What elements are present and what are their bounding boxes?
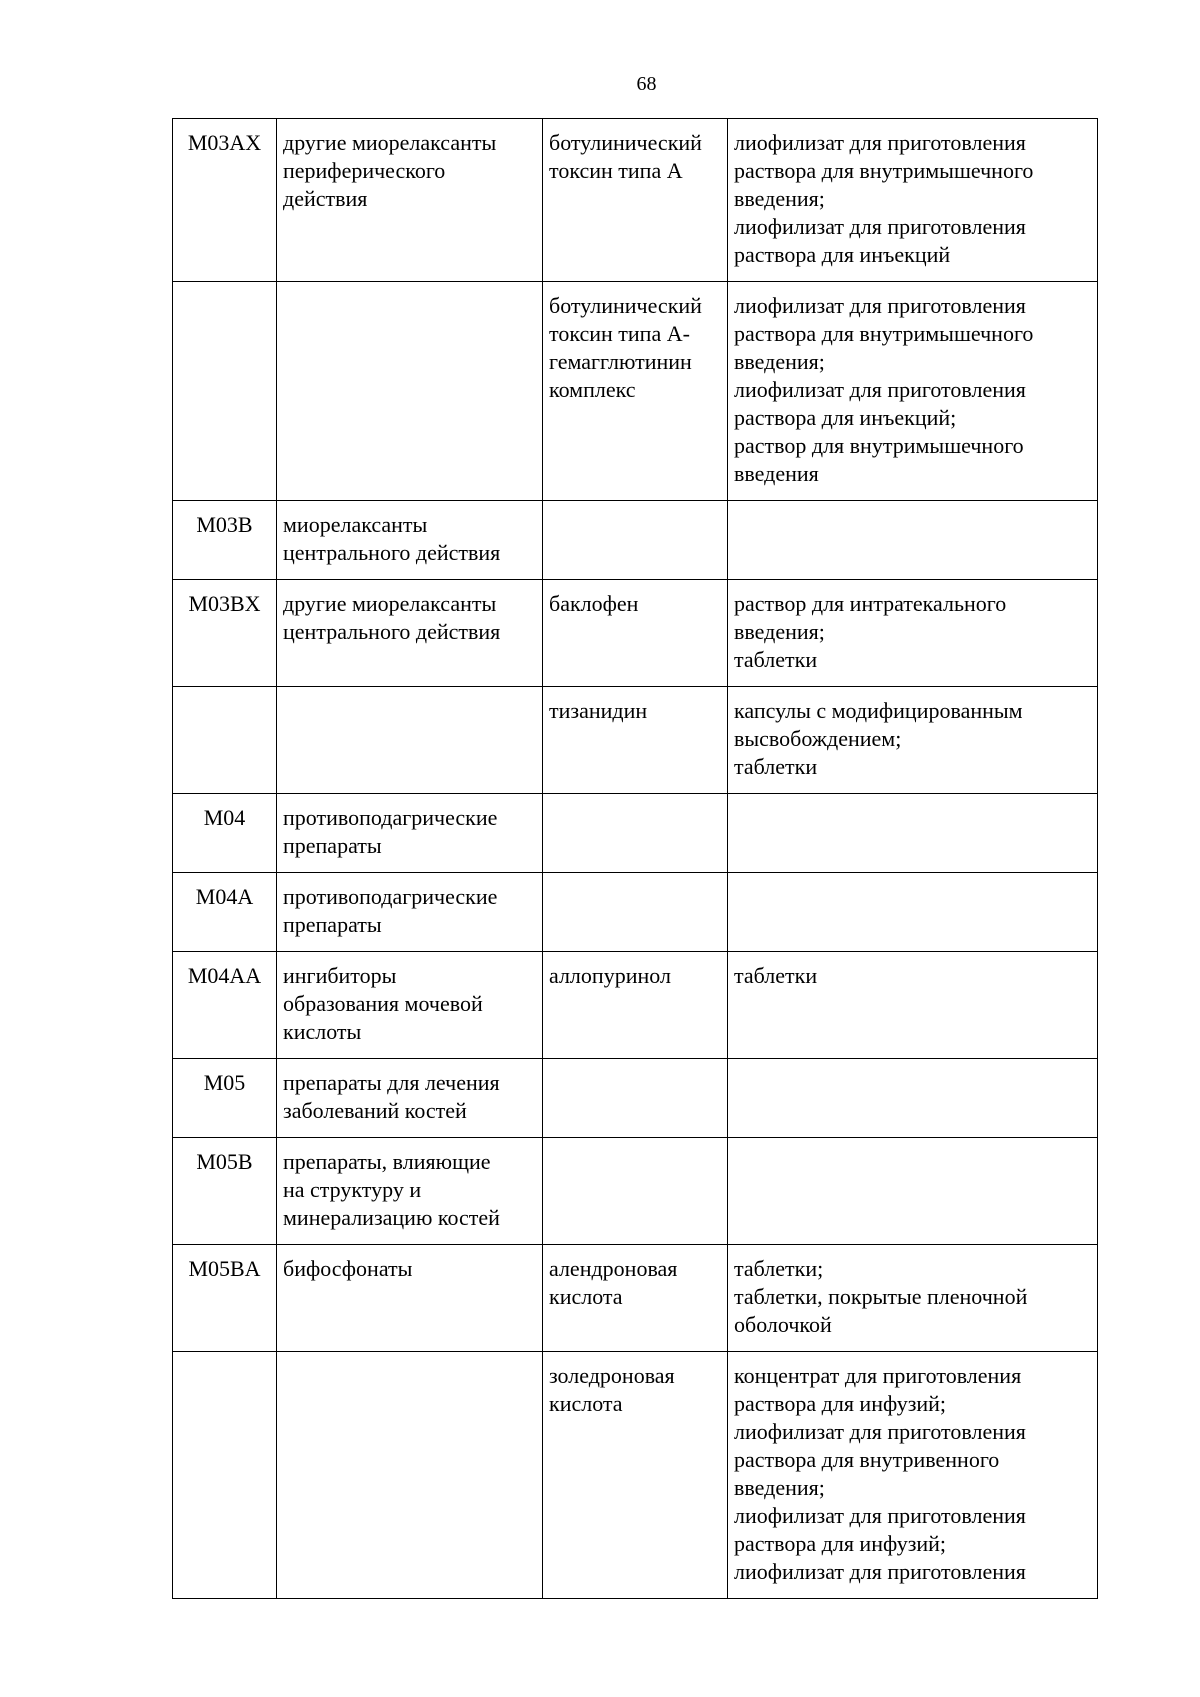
table-row [173,687,1098,794]
group-cell [277,282,543,501]
dosage-form-cell: раствор для интратекального введения; таблетки [728,580,1098,687]
table-row [173,1245,1098,1352]
table-row [173,952,1098,1059]
drug-cell [543,1138,728,1245]
group-cell: другие миорелаксанты центрального действия [277,580,543,687]
drug-cell [543,794,728,873]
atc-code-cell [173,1352,277,1599]
group-cell: препараты для лечения заболеваний костей [277,1059,543,1138]
group-cell: другие миорелаксанты периферического действия [277,119,543,282]
drug-cell: золедроновая кислота [543,1352,728,1599]
atc-code-cell [173,282,277,501]
group-cell: ингибиторы образования мочевой кислоты [277,952,543,1059]
table-row [173,873,1098,952]
page-number: 68 [636,73,657,95]
table-row [173,1059,1098,1138]
drug-cell [543,1059,728,1138]
atc-code-cell: M03AX [173,119,277,282]
group-cell: бифосфонаты [277,1245,543,1352]
atc-code-cell: M05BA [173,1245,277,1352]
atc-code-cell: M03B [173,501,277,580]
dosage-form-cell [728,794,1098,873]
dosage-form-cell [728,501,1098,580]
table-row [173,1138,1098,1245]
group-cell: препараты, влияющие на структуру и минерализацию костей [277,1138,543,1245]
drug-cell: ботулинический токсин типа А [543,119,728,282]
table-row [173,1352,1098,1599]
dosage-form-cell [728,1138,1098,1245]
atc-code-cell: M03BX [173,580,277,687]
dosage-form-cell: таблетки [728,952,1098,1059]
drug-cell [543,501,728,580]
drug-cell: тизанидин [543,687,728,794]
table-row [173,580,1098,687]
drug-table [172,118,1098,1599]
dosage-form-cell [728,873,1098,952]
drug-cell: ботулинический токсин типа А- гемагглютинин комплекс [543,282,728,501]
table-row [173,119,1098,282]
drug-cell: баклофен [543,580,728,687]
drug-cell: аллопуринол [543,952,728,1059]
dosage-form-cell: таблетки; таблетки, покрытые пленочной оболочкой [728,1245,1098,1352]
dosage-form-cell: концентрат для приготовления раствора для инфузий; лиофилизат для приготовления раствора для внутривенного введения; лиофилизат для приготовления раствора для инфузий; лиофилизат для приготовления [728,1352,1098,1599]
group-cell: миорелаксанты центрального действия [277,501,543,580]
dosage-form-cell: лиофилизат для приготовления раствора для внутримышечного введения; лиофилизат для приготовления раствора для инъекций [728,119,1098,282]
atc-code-cell: M04AA [173,952,277,1059]
atc-code-cell: M04A [173,873,277,952]
atc-code-cell: M05B [173,1138,277,1245]
atc-code-cell: M04 [173,794,277,873]
group-cell [277,1352,543,1599]
atc-code-cell: M05 [173,1059,277,1138]
drug-cell [543,873,728,952]
dosage-form-cell [728,1059,1098,1138]
atc-code-cell [173,687,277,794]
dosage-form-cell: лиофилизат для приготовления раствора для внутримышечного введения; лиофилизат для приготовления раствора для инъекций; раствор для внутримышечного введения [728,282,1098,501]
drug-cell: алендроновая кислота [543,1245,728,1352]
group-cell [277,687,543,794]
group-cell: противоподагрические препараты [277,873,543,952]
table-row [173,282,1098,501]
table-row [173,794,1098,873]
table-row [173,501,1098,580]
group-cell: противоподагрические препараты [277,794,543,873]
dosage-form-cell: капсулы с модифицированным высвобождением; таблетки [728,687,1098,794]
